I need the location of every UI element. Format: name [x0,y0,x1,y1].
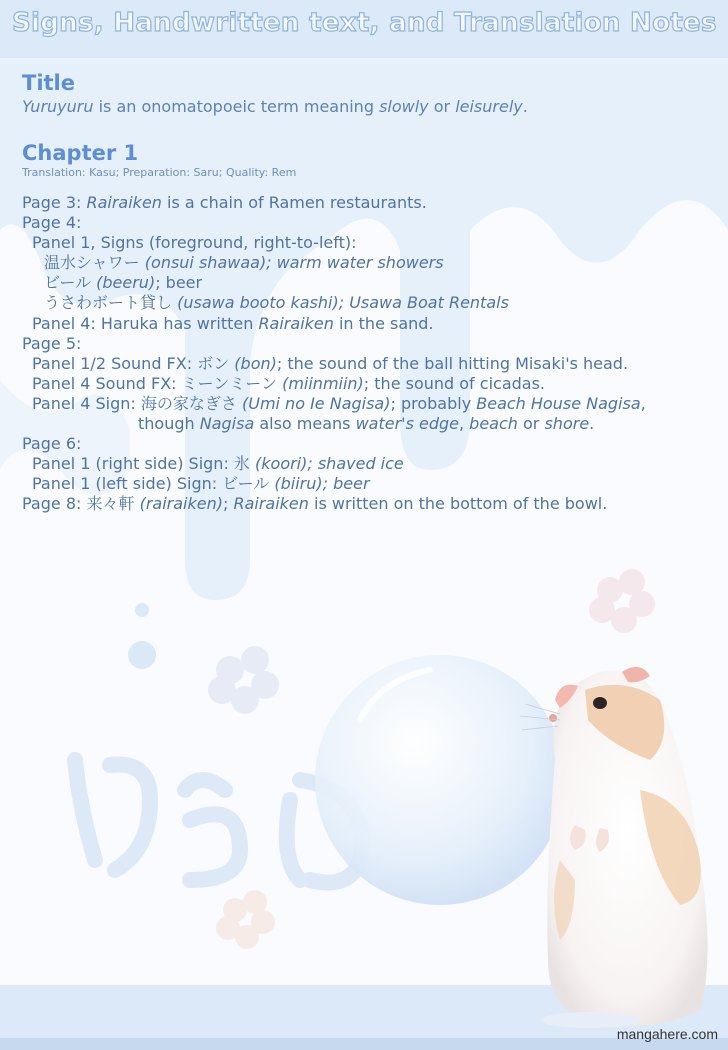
note-p6-panel1-left [22,474,712,494]
note-p5-fx2 [22,374,712,394]
note-text: ; the sound of cicadas. [363,373,545,393]
note-term: Rairaiken [86,193,162,212]
title-description [22,96,712,118]
note-text: . [589,414,595,434]
note-text: though [138,414,200,434]
note-romaji: (biiru); beer [274,474,370,494]
note-romaji: (koori); shaved ice [255,454,404,474]
header-band [0,0,728,56]
term-yuruyuru: Yuruyuru [22,97,94,116]
note-text: or [517,414,545,434]
note-label: Page 3: [22,193,87,212]
note-term: water's edge [355,414,459,434]
note-text: Panel 4: Haruka has written [32,313,259,333]
note-text: , [459,414,470,434]
note-text: Panel 1/2 Sound FX: ボン [32,353,235,373]
watermark: mangahere.com [616,1026,718,1042]
note-label: Page 8: 来々軒 [22,494,140,514]
note-p4-sign2 [22,273,712,293]
note-romaji: (miinmiin) [282,373,364,393]
note-text: Panel 1 (left side) Sign: ビール [32,474,275,494]
note-term: shore [544,414,590,434]
note-text: ; the sound of the ball hitting Misaki's head. [276,353,629,373]
note-page-6: Page 6: [22,434,82,454]
note-p5-sign-cont [22,414,712,434]
note-p4-panel1: Panel 1, Signs (foreground, right-to-left): [32,233,357,253]
note-term: Beach House Nagisa [476,393,641,413]
note-text: is written on the bottom of the bowl. [308,494,608,514]
note-p6-panel1-right [22,454,712,474]
notes-list [22,193,712,515]
note-text: is a chain of Ramen restaurants. [161,193,427,212]
note-romaji: (onsui shawaa); warm water showers [144,253,444,273]
note-p4-sign1 [22,253,712,273]
note-jp: ビール [44,273,97,293]
chapter-credits: Translation: Kasu; Preparation: Saru; Quality: Rem [22,166,297,179]
note-term: Rairaiken [233,494,309,514]
note-term: beach [469,414,518,434]
note-romaji: (rairaiken) [139,494,223,514]
note-text: , [640,393,646,413]
note-page-3 [22,193,712,213]
note-term: Nagisa [199,414,255,434]
note-text: also means [254,414,356,434]
note-page-5: Page 5: [22,333,82,353]
page-title: Signs, Handwritten text, and Translation Notes [12,8,717,38]
note-term: Rairaiken [258,313,334,333]
note-romaji: (usawa booto kashi); Usawa Boat Rentals [177,293,509,313]
title-heading: Title [22,71,76,95]
term-slowly: slowly [379,97,429,116]
notes-content [22,70,712,515]
note-text: ; beer [155,273,203,293]
chapter-heading: Chapter 1 [22,141,139,165]
note-p5-sign [22,394,712,414]
note-page-8 [22,494,712,514]
term-leisurely: leisurely [455,97,523,116]
title-text-a: is an onomatopoeic term meaning [93,97,380,116]
note-text: Panel 4 Sign: 海の家なぎさ [32,393,242,413]
note-text: ; probably [390,393,477,413]
note-romaji: (beeru) [96,273,156,293]
note-romaji: (Umi no Ie Nagisa) [241,393,391,413]
title-text-b: or [428,97,456,116]
note-romaji: (bon) [234,353,277,373]
note-text: Panel 4 Sound FX: ミーンミーン [32,373,283,393]
title-text-c: . [522,97,528,116]
note-text: in the sand. [333,313,434,333]
note-p4-sign3 [22,293,712,313]
note-p4-panel4 [22,314,712,334]
note-text: ; [222,494,234,514]
note-jp: うさわボート貸し [44,293,178,313]
note-page-4: Page 4: [22,213,82,233]
note-text: Panel 1 (right side) Sign: 氷 [32,454,256,474]
note-p5-fx1 [22,354,712,374]
note-jp: 温水シャワー [44,253,145,273]
